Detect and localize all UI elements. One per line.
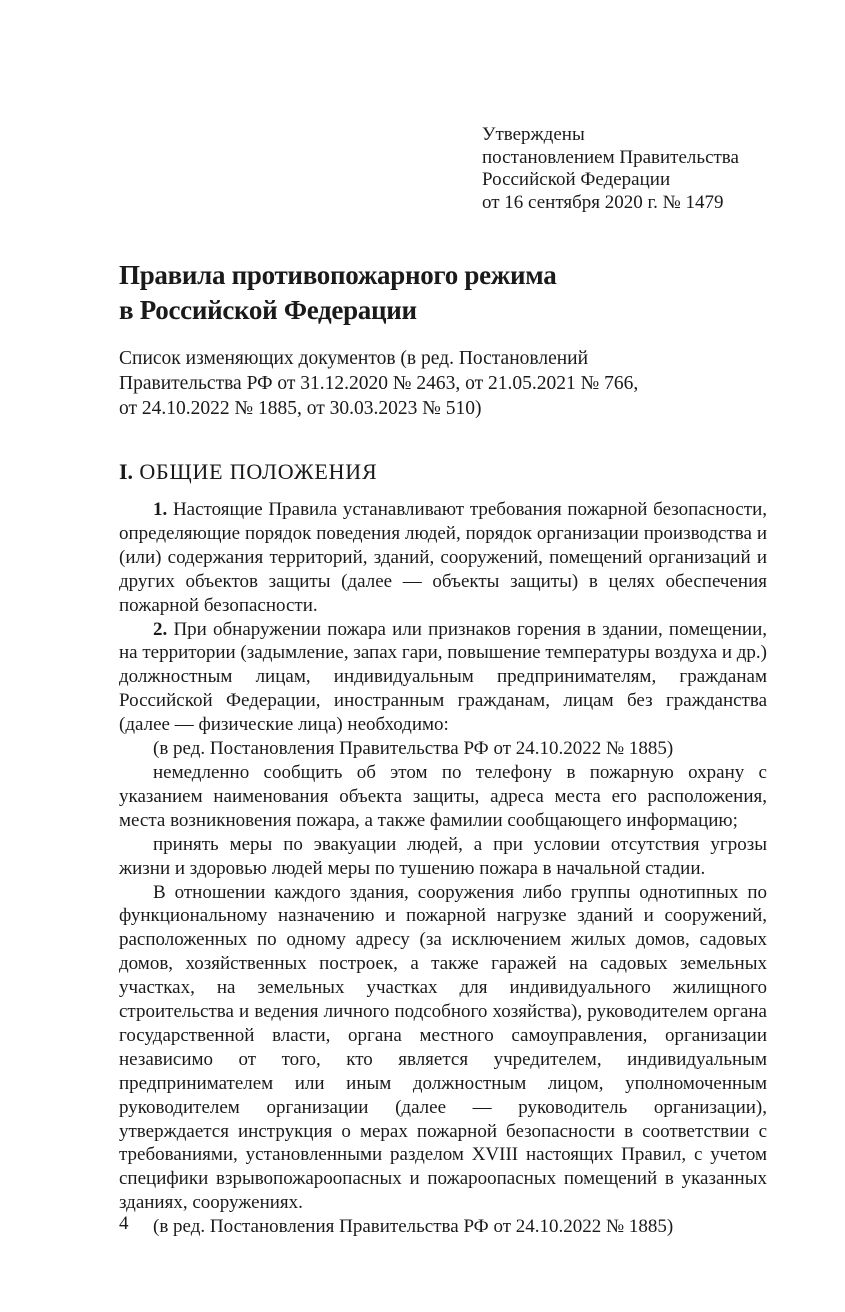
edit-note: (в ред. Постановления Правительства РФ от 24.10.2022 № 1885)	[153, 738, 674, 760]
paragraph-1	[119, 498, 767, 618]
approval-line: от 16 сентября 2020 г. № 1479	[482, 191, 724, 213]
document-title-line: в Российской Федерации	[119, 295, 417, 325]
amendments-list	[119, 346, 799, 421]
approval-line: Утверждены	[482, 124, 585, 145]
amendments-line: Список изменяющих документов (в ред. Постановлений	[119, 348, 589, 369]
approval-block	[482, 124, 812, 214]
document-title	[119, 258, 799, 328]
amendments-line: от 24.10.2022 № 1885, от 30.03.2023 № 510)	[119, 398, 482, 419]
section-heading	[119, 458, 799, 486]
document-body	[119, 498, 767, 1239]
paragraph-2	[119, 618, 767, 738]
paragraph-number: 2.	[153, 618, 168, 640]
approval-line: постановлением Правительства	[482, 146, 739, 168]
edit-note: (в ред. Постановления Правительства РФ от 24.10.2022 № 1885)	[153, 1216, 674, 1238]
paragraph-text: Настоящие Правила устанавливают требования пожарной безопасности, определяющие порядок поведения людей, порядок организации производства и (или) содержания территорий, зданий, сооружений, помещений организаций и других объектов защиты (далее — объекты защиты) в целях обеспечения пожарной безопасности.	[119, 499, 767, 616]
document-title-line: Правила противопожарного режима	[119, 260, 557, 290]
paragraph-3: В отношении каждого здания, сооружения либо группы однотипных по функциональному назначению и пожарной нагрузке зданий и сооружений, расположенных по одному адресу (за исключением жилых домов, садовых домов, хозяйственных построек, а также гаражей на садовых земельных участках, на земельных участках для индивидуального жилищного строительства и ведения личного подсобного хозяйства), руководителем органа государственной власти, органа местного самоуправления, организации независимо от того, кто является учредителем, индивидуальным предпринимателем или иным должностным лицом, уполномоченным руководителем организации (далее — руководитель организации), утверждается инструкция о мерах пожарной безопасности в соответствии с требованиями, установленными разделом XVIII настоящих Правил, с учетом специфики взрывопожароопасных и пожароопасных помещений в указанных зданиях, сооружениях.	[119, 881, 767, 1214]
paragraph-item: немедленно сообщить об этом по телефону в пожарную охрану с указанием наименования объекта защиты, адреса места его расположения, места возникновения пожара, а также фамилии сообщающего информацию;	[119, 761, 767, 831]
section-title: ОБЩИЕ ПОЛОЖЕНИЯ	[133, 459, 378, 484]
paragraph-item: принять меры по эвакуации людей, а при условии отсутствия угрозы жизни и здоровью людей меры по тушению пожара в начальной стадии.	[119, 833, 767, 879]
paragraph-text: При обнаружении пожара или признаков горения в здании, помещении, на территории (задымление, запах гари, повышение температуры воздуха и др.) должностным лицам, индивидуальным предпринимателям, гражданам Российской Федерации, иностранным гражданам, лицам без гражданства (далее — физические лица) необходимо:	[119, 618, 767, 736]
approval-line: Российской Федерации	[482, 169, 671, 190]
paragraph-number: 1.	[153, 499, 168, 520]
page-number: 4	[119, 1213, 129, 1234]
amendments-line: Правительства РФ от 31.12.2020 № 2463, от 21.05.2021 № 766,	[119, 373, 639, 394]
section-number: I.	[119, 459, 134, 484]
